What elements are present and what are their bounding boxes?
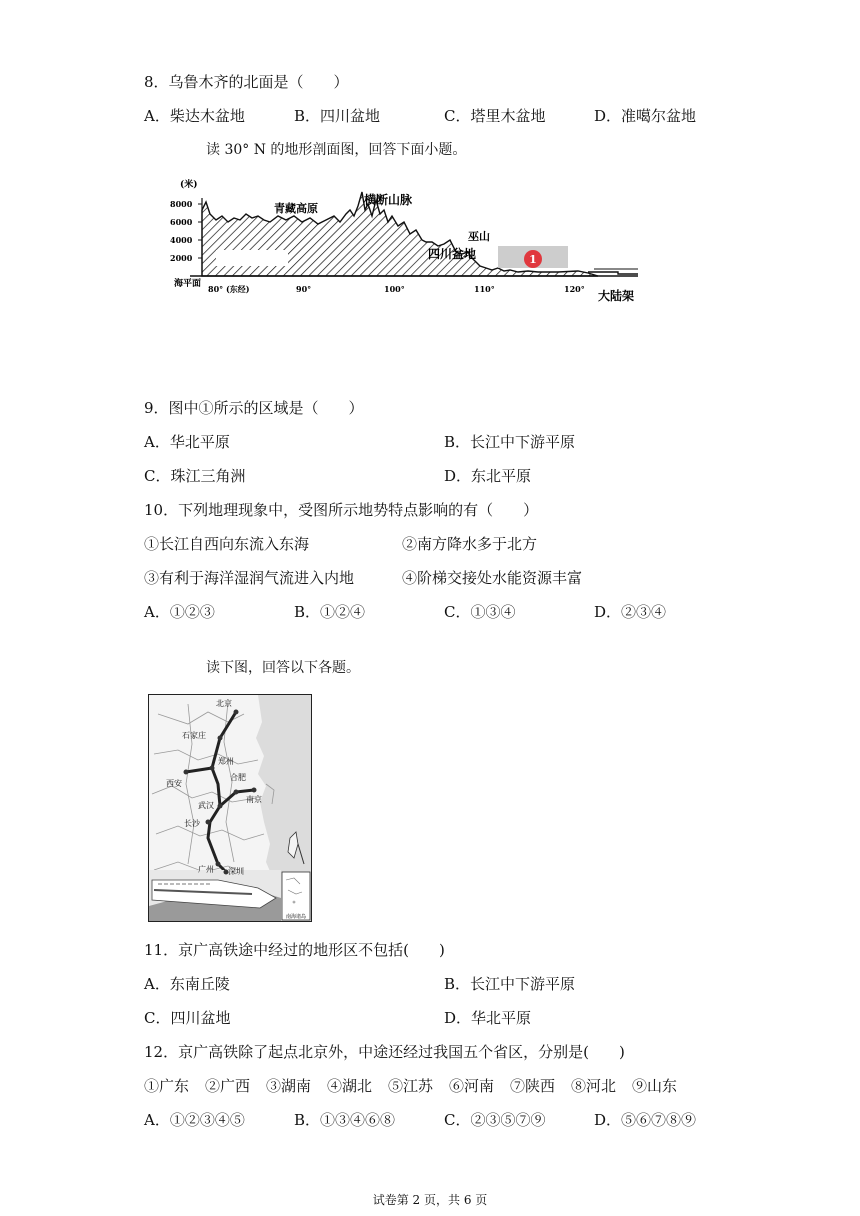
y-tick-6000: 6000 bbox=[170, 217, 193, 227]
label-qinghai-tibet-plateau: 青藏高原 bbox=[274, 202, 318, 215]
q12-item-2: ②广西 bbox=[205, 1077, 251, 1095]
q10-item-4: ④阶梯交接处水能资源丰富 bbox=[402, 569, 583, 587]
city-hefei: 合肥 bbox=[230, 773, 246, 782]
q10-item-2: ②南方降水多于北方 bbox=[402, 535, 538, 553]
beijing-guangzhou-railway-map bbox=[148, 694, 312, 922]
q8-option-a: A．柴达木盆地 bbox=[144, 107, 245, 125]
city-shenzhen: 深圳 bbox=[228, 867, 244, 876]
q10-option-d: D．②③④ bbox=[594, 603, 667, 621]
city-shijiazhuang: 石家庄 bbox=[182, 731, 206, 740]
y-tick-8000: 8000 bbox=[170, 199, 193, 209]
page-footer: 试卷第 2 页，共 6 页 bbox=[372, 1193, 488, 1207]
map-intro: 读下图，回答以下各题。 bbox=[206, 660, 360, 676]
q9-stem: 9．图中①所示的区域是（ ） bbox=[144, 399, 364, 417]
q12-option-a: A．①②③④⑤ bbox=[144, 1111, 245, 1129]
q10-option-b: B．①②④ bbox=[294, 603, 366, 621]
q9-option-a: A．华北平原 bbox=[144, 433, 230, 451]
city-guangzhou: 广州 bbox=[198, 865, 214, 874]
q11-option-a: A．东南丘陵 bbox=[144, 975, 230, 993]
q9-option-d: D．东北平原 bbox=[444, 467, 532, 485]
q9-option-b: B．长江中下游平原 bbox=[444, 433, 576, 451]
q12-item-4: ④湖北 bbox=[327, 1077, 373, 1095]
q11-option-b: B．长江中下游平原 bbox=[444, 975, 576, 993]
q11-stem: 11．京广高铁途中经过的地形区不包括( ) bbox=[144, 941, 445, 959]
q10-option-a: A．①②③ bbox=[144, 603, 215, 621]
q8-option-b: B．四川盆地 bbox=[294, 107, 381, 125]
q9-option-c: C．珠江三角洲 bbox=[144, 467, 246, 485]
q12-stem: 12．京广高铁除了起点北京外，中途还经过我国五个省区，分别是( ) bbox=[144, 1043, 625, 1061]
y-tick-4000: 4000 bbox=[170, 235, 193, 245]
x-unit-label: (东经) bbox=[226, 284, 250, 294]
q11-option-d: D．华北平原 bbox=[444, 1009, 532, 1027]
city-beijing: 北京 bbox=[216, 699, 232, 708]
city-zhengzhou: 郑州 bbox=[218, 757, 234, 766]
y-tick-2000: 2000 bbox=[170, 253, 193, 263]
q8-option-d: D．准噶尔盆地 bbox=[594, 107, 697, 125]
q8-stem: 8．乌鲁木齐的北面是（ ） bbox=[144, 73, 349, 91]
q12-item-9: ⑨山东 bbox=[632, 1077, 678, 1095]
sea-level-label: 海平面 bbox=[174, 279, 202, 289]
q11-option-c: C．四川盆地 bbox=[144, 1009, 231, 1027]
q12-item-5: ⑤江苏 bbox=[388, 1077, 434, 1095]
q8-option-c: C．塔里木盆地 bbox=[444, 107, 546, 125]
profile-intro: 读 30° N 的地形剖面图，回答下面小题。 bbox=[206, 142, 467, 158]
q12-option-b: B．①③④⑥⑧ bbox=[294, 1111, 396, 1129]
terrain-profile-figure bbox=[168, 170, 644, 308]
label-wushan: 巫山 bbox=[468, 230, 490, 243]
x-tick-100: 100° bbox=[384, 284, 405, 294]
q12-option-c: C．②③⑤⑦⑨ bbox=[444, 1111, 546, 1129]
q10-option-c: C．①③④ bbox=[444, 603, 516, 621]
y-unit-label: (米) bbox=[180, 180, 198, 190]
q12-item-3: ③湖南 bbox=[266, 1077, 312, 1095]
city-nanjing: 南京 bbox=[246, 795, 262, 804]
x-tick-90: 90° bbox=[296, 284, 312, 294]
south-china-sea-inset bbox=[282, 872, 310, 920]
label-hengduan-mountains: 横断山脉 bbox=[364, 193, 413, 207]
x-tick-120: 120° bbox=[564, 284, 585, 294]
high-speed-train-image bbox=[149, 870, 281, 921]
q10-item-3: ③有利于海洋湿润气流进入内地 bbox=[144, 569, 355, 587]
x-tick-80: 80° bbox=[208, 284, 224, 294]
q10-stem: 10．下列地理现象中，受图所示地势特点影响的有（ ） bbox=[144, 501, 539, 519]
label-sichuan-basin: 四川盆地 bbox=[428, 247, 477, 261]
continental-shelf-line bbox=[588, 272, 638, 274]
q12-item-6: ⑥河南 bbox=[449, 1077, 495, 1095]
blank-label-box bbox=[216, 250, 288, 266]
region-marker-label: 1 bbox=[529, 253, 537, 266]
q10-item-1: ①长江自西向东流入东海 bbox=[144, 535, 310, 553]
city-wuhan: 武汉 bbox=[198, 801, 214, 810]
q12-item-1: ①广东 bbox=[144, 1077, 190, 1095]
q12-item-8: ⑧河北 bbox=[571, 1077, 617, 1095]
x-tick-110: 110° bbox=[474, 284, 495, 294]
label-continental-shelf: 大陆架 bbox=[598, 289, 635, 303]
city-changsha: 长沙 bbox=[184, 819, 200, 828]
q12-option-d: D．⑤⑥⑦⑧⑨ bbox=[594, 1111, 697, 1129]
inset-label: 南海诸岛 bbox=[285, 914, 307, 920]
city-xian: 西安 bbox=[166, 779, 182, 788]
q12-item-7: ⑦陕西 bbox=[510, 1077, 556, 1095]
